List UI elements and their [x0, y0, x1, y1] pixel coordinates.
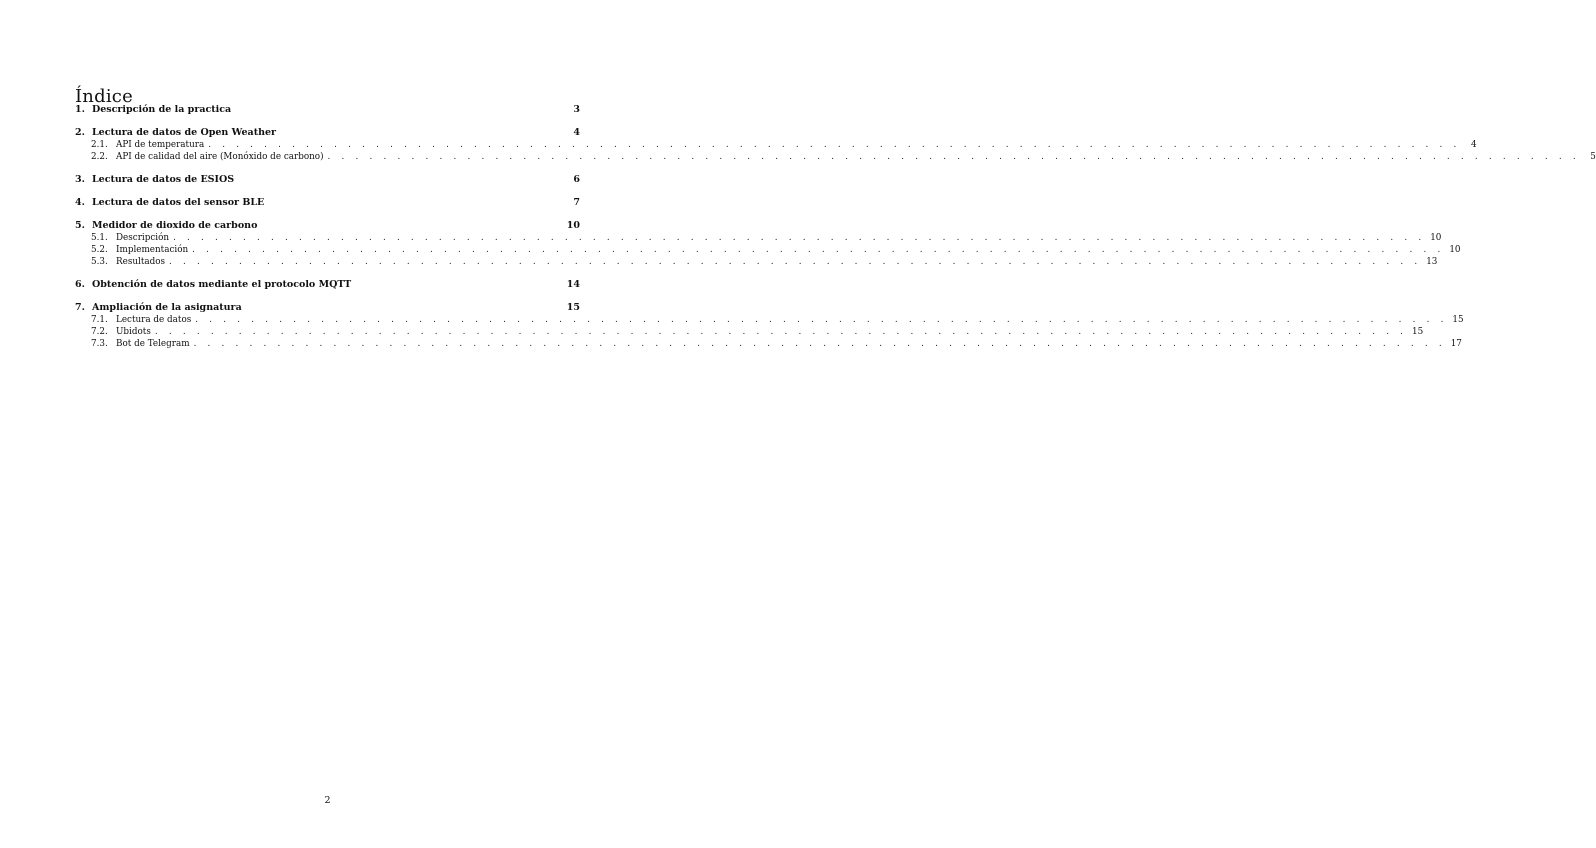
toc-section-4 — [75, 196, 580, 209]
subsection-title: Implementación — [116, 245, 189, 255]
section-number: 5. — [75, 220, 85, 231]
subsection-page: 5 — [1590, 152, 1596, 162]
toc-entry-5-1[interactable] — [75, 232, 1442, 244]
subsection-page: 4 — [1470, 140, 1477, 150]
subsection-page: 17 — [1450, 339, 1462, 349]
subsection-title: Lectura de datos — [116, 315, 192, 325]
table-of-contents — [75, 103, 1596, 350]
subsection-title: Ubidots — [116, 327, 151, 337]
toc-entry-7[interactable] — [75, 301, 580, 314]
toc-entry-2[interactable] — [75, 126, 580, 139]
subsection-number: 5.2. — [91, 245, 108, 255]
toc-entry-7-1[interactable] — [75, 314, 1464, 326]
toc-entry-1[interactable] — [75, 103, 580, 116]
subsection-page: 13 — [1426, 257, 1438, 267]
subsection-page: 15 — [1452, 315, 1464, 325]
leader-dots: . . . . . . . . . . . . . . . . . . . . . . . . . . . . . . . . . . . . . . . . . . . . . . . . . . . . . . . . . . . . . . . . . . . . . . . . . . . . . . . . . . . . . . . . . . — [208, 140, 1461, 150]
section-title: Descripción de la practica — [92, 104, 232, 115]
subsection-number: 7.3. — [91, 339, 108, 349]
toc-entry-7-3[interactable] — [75, 338, 1462, 350]
section-title: Ampliación de la asignatura — [92, 302, 242, 313]
page-title: Índice — [75, 86, 133, 108]
leader-dots: . . . . . . . . . . . . . . . . . . . . . . . . . . . . . . . . . . . . . . . . . . . . . . . . . . . . . . . . . . . . . . . . . . . . . . . . . . . . . . . . . . . . . . . . . . — [169, 257, 1422, 267]
subsection-page: 10 — [1449, 245, 1461, 255]
section-page: 3 — [573, 104, 580, 115]
toc-section-2 — [75, 126, 1596, 163]
section-page: 10 — [566, 220, 580, 231]
toc-entry-5[interactable] — [75, 219, 580, 232]
toc-entry-2-2[interactable] — [75, 151, 1596, 163]
leader-dots: . . . . . . . . . . . . . . . . . . . . . . . . . . . . . . . . . . . . . . . . . . . . . . . . . . . . . . . . . . . . . . . . . . . . . . . . . . . . . . . . . . . . . . . . . . — [193, 339, 1446, 349]
section-number: 6. — [75, 279, 85, 290]
toc-section-6 — [75, 278, 580, 291]
subsection-number: 5.1. — [91, 233, 108, 243]
leader-dots: . . . . . . . . . . . . . . . . . . . . . . . . . . . . . . . . . . . . . . . . . . . . . . . . . . . . . . . . . . . . . . . . . . . . . . . . . . . . . . . . . . . . . . . . . . — [154, 327, 1408, 337]
toc-section-3 — [75, 173, 580, 186]
subsection-page: 15 — [1411, 327, 1424, 337]
subsection-title: Descripción — [116, 233, 170, 243]
section-number: 3. — [75, 174, 85, 185]
section-title: Obtención de datos mediante el protocolo MQTT — [92, 279, 352, 290]
section-page: 6 — [573, 174, 580, 185]
toc-entry-7-2[interactable] — [75, 326, 1424, 338]
section-title: Lectura de datos de ESIOS — [92, 174, 235, 185]
section-number: 1. — [75, 104, 85, 115]
toc-entry-5-2[interactable] — [75, 244, 1461, 256]
section-number: 4. — [75, 197, 85, 208]
subsection-number: 7.1. — [91, 315, 108, 325]
leader-dots: . . . . . . . . . . . . . . . . . . . . . . . . . . . . . . . . . . . . . . . . . . . . . . . . . . . . . . . . . . . . . . . . . . . . . . . . . . . . . . . . . . . . . . . . . . — [195, 315, 1448, 325]
section-page: 15 — [566, 302, 580, 313]
toc-section-7 — [75, 301, 1464, 350]
subsection-number: 7.2. — [91, 327, 108, 337]
section-title: Medidor de dioxido de carbono — [92, 220, 258, 231]
subsection-title: API de calidad del aire (Monóxido de carbono) — [116, 152, 324, 162]
toc-entry-2-1[interactable] — [75, 139, 1477, 151]
toc-entry-6[interactable] — [75, 278, 580, 291]
toc-entry-5-3[interactable] — [75, 256, 1438, 268]
section-page: 4 — [573, 127, 580, 138]
subsection-page: 10 — [1430, 233, 1442, 243]
section-number: 2. — [75, 127, 85, 138]
subsection-number: 2.2. — [91, 152, 108, 162]
toc-section-1 — [75, 103, 580, 116]
subsection-number: 2.1. — [91, 140, 108, 150]
subsection-number: 5.3. — [91, 257, 108, 267]
section-title: Lectura de datos de Open Weather — [92, 127, 277, 138]
subsection-title: API de temperatura — [116, 140, 205, 150]
toc-entry-4[interactable] — [75, 196, 580, 209]
toc-section-5 — [75, 219, 1461, 268]
leader-dots: . . . . . . . . . . . . . . . . . . . . . . . . . . . . . . . . . . . . . . . . . . . . . . . . . . . . . . . . . . . . . . . . . . . . . . . . . . . . . . . . . . . . . . . . . . — [192, 245, 1445, 255]
section-number: 7. — [75, 302, 85, 313]
section-page: 14 — [566, 279, 580, 290]
leader-dots: . . . . . . . . . . . . . . . . . . . . . . . . . . . . . . . . . . . . . . . . . . . . . . . . . . . . . . . . . . . . . . . . . . . . . . . . . . . . . . . . . . . . . . . . . . — [327, 152, 1580, 162]
section-title: Lectura de datos del sensor BLE — [92, 197, 265, 208]
page-number: 2 — [324, 795, 331, 806]
leader-dots: . . . . . . . . . . . . . . . . . . . . . . . . . . . . . . . . . . . . . . . . . . . . . . . . . . . . . . . . . . . . . . . . . . . . . . . . . . . . . . . . . . . . . . . . . . — [173, 233, 1426, 243]
subsection-title: Resultados — [116, 257, 166, 267]
subsection-title: Bot de Telegram — [116, 339, 190, 349]
section-page: 7 — [573, 197, 580, 208]
toc-entry-3[interactable] — [75, 173, 580, 186]
